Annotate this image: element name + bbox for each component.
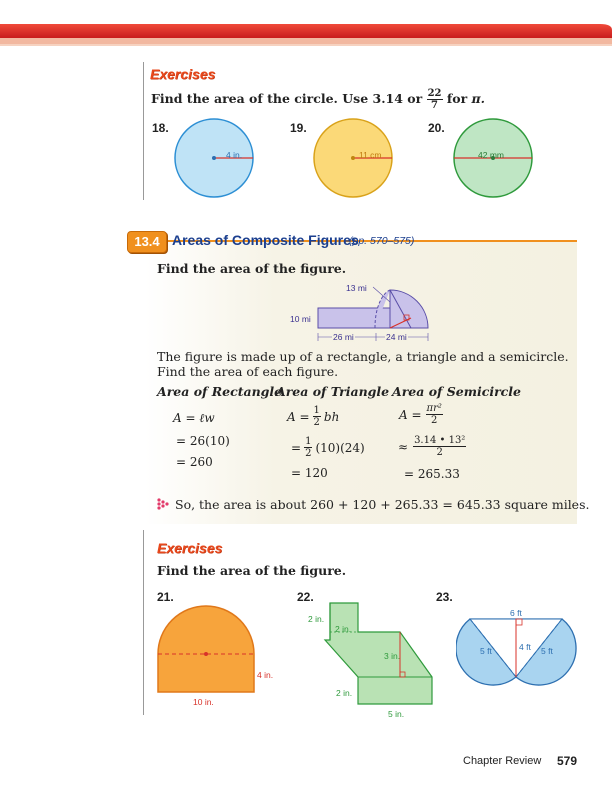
dim-label: 2 in. [336, 688, 353, 698]
exercise-number: 22. [297, 590, 314, 604]
conclusion: So, the area is about 260 + 120 + 265.33 = 645.33 square miles. [175, 497, 590, 512]
side-rule-bottom [143, 530, 144, 715]
dim-label: 3 in. [384, 651, 401, 661]
figure-21 [150, 600, 270, 700]
arrow-icon [156, 497, 170, 511]
exercise-number: 18. [152, 121, 169, 135]
circle-figure-19 [309, 118, 399, 202]
tri-result: = 120 [291, 466, 328, 480]
radius-label: 4 in. [226, 150, 243, 160]
triangle-heading: Area of Triangle [276, 384, 390, 399]
semi-step: ≈ $\frac{\text{3.14 • 13²}}{2}$ [398, 435, 466, 458]
exercise-number: 21. [157, 590, 174, 604]
exercise-number: 23. [436, 590, 453, 604]
circle-instruction: Find the area of the circle. Use 3.14 or $\frac{22}{7}$ for π. [151, 88, 486, 111]
dim-label: 2 in. [308, 614, 325, 624]
figure-23 [456, 605, 580, 695]
semicircle-heading: Area of Semicircle [392, 384, 521, 399]
explanation-line-2: Find the area of each figure. [157, 364, 339, 379]
dim-label: 5 in. [388, 709, 405, 719]
rect-result: = 260 [176, 455, 213, 469]
dim-label: 4 in. [257, 670, 274, 680]
rectangle-heading: Area of Rectangle [157, 384, 283, 399]
example-instruction: Find the area of the figure. [157, 261, 347, 276]
base-left-label: 26 mi [333, 332, 354, 342]
dim-label: 5 ft [480, 646, 492, 656]
page-number: 579 [557, 754, 578, 768]
figure-instruction: Find the area of the figure. [157, 563, 347, 578]
dim-label: 10 in. [193, 697, 214, 707]
top-banner [0, 0, 612, 48]
footer-chapter: Chapter Review [463, 755, 542, 767]
rect-step: = 26(10) [176, 434, 230, 448]
side-rule [143, 62, 144, 200]
fraction-22-7: $\frac{22}{7}$ [427, 88, 442, 111]
rect-formula: A = ℓw [173, 411, 215, 425]
section-badge: 13.4 [127, 231, 167, 253]
exercises-heading: Exercises [157, 540, 223, 556]
exercise-number: 20. [428, 121, 445, 135]
base-right-label: 24 mi [386, 332, 407, 342]
circle-figure-20 [449, 118, 539, 202]
section-pages: (pp. 570–575) [349, 235, 415, 247]
circle-figure-18 [170, 118, 260, 202]
dim-label: 5 ft [541, 646, 553, 656]
diameter-label: 42 mm [478, 150, 504, 160]
explanation-line-1: The figure is made up of a rectangle, a triangle and a semicircle. [157, 349, 569, 364]
exercises-heading: Exercises [150, 66, 216, 82]
semi-result: = 265.33 [404, 467, 460, 481]
dim-label: 2 in. [335, 624, 352, 634]
slant-label: 13 mi [346, 283, 367, 293]
height-label: 10 mi [290, 314, 311, 324]
semi-formula: A = $\frac{\text{πr²}}{2}$ [399, 403, 442, 426]
section-title: Areas of Composite Figures [172, 232, 359, 248]
tri-step: = $\frac{1}{2}$ (10)(24) [291, 436, 365, 459]
dim-label: 6 ft [510, 608, 522, 618]
tri-formula: A = $\frac{1}{2}$ bh [287, 405, 340, 428]
exercise-number: 19. [290, 121, 307, 135]
radius-label: 11 cm [359, 150, 382, 160]
dim-label: 4 ft [519, 642, 531, 652]
